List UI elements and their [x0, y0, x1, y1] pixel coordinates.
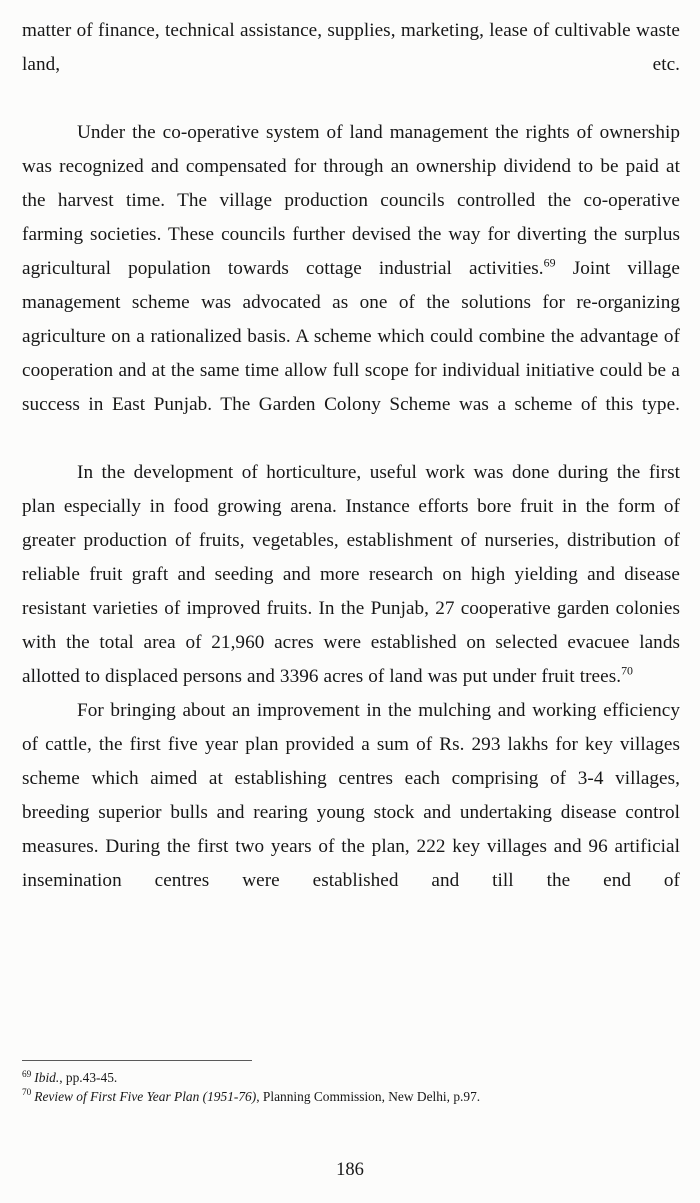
paragraph-1: [22, 14, 680, 116]
footnote-separator-rule: [22, 1060, 252, 1061]
paragraph-4-text: For bringing about an improvement in the mulching and working efficiency of cattle, the first five year plan provided a sum of Rs. 293 lakhs for key villages scheme which aimed at establishing centres each comprising of 3-4 villages, breeding superior bulls and rearing young stock and undertaking disease control measures. During the first two years of the plan, 222 key villages and 96 artificial insemination centres were established and till the end of: [22, 700, 680, 891]
footnotes-section: [22, 1060, 680, 1106]
paragraph-3: [22, 456, 680, 694]
footnote-ref-70[interactable]: 70: [621, 663, 634, 678]
footnote-ref-69[interactable]: 69: [543, 255, 556, 270]
footnote-70-title: Review of First Five Year Plan (1951-76): [34, 1088, 257, 1104]
paragraph-2-text-after-note: Joint village management scheme was advocated as one of the solutions for re-organizing agriculture on a rationalized basis. A scheme which could combine the advantage of cooperation and at the same time allow full scope for individual initiative could be a success in East Punjab. The Garden Colony Scheme was a scheme of this type.: [22, 258, 680, 415]
footnote-70-mark: 70: [22, 1088, 32, 1099]
footnote-70: [22, 1088, 680, 1107]
footnote-69: [22, 1069, 680, 1088]
paragraph-1-text: matter of finance, technical assistance, supplies, marketing, lease of cultivable waste land, etc.: [22, 20, 680, 75]
paragraph-2: [22, 116, 680, 456]
page-number: 186: [336, 1160, 364, 1180]
body-text-column: [22, 14, 680, 932]
footnote-70-detail: , Planning Commission, New Delhi, p.97.: [256, 1088, 481, 1104]
footnote-69-detail: , pp.43-45.: [59, 1070, 118, 1085]
paragraph-4: [22, 694, 680, 932]
footnote-69-mark: 69: [22, 1069, 32, 1080]
paragraph-3-text-before-note: In the development of horticulture, useful work was done during the first plan especially in food growing arena. Instance efforts bore fruit in the form of greater production of fruits, vegetables, establishment of nurseries, distribution of reliable fruit graft and seeding and more research on high yielding and disease resistant varieties of improved fruits. In the Punjab, 27 cooperative garden colonies with the total area of 21,960 acres were established on selected evacuee lands allotted to displaced persons and 3396 acres of land was put under fruit trees.: [22, 462, 680, 687]
footnote-69-title: Ibid.: [34, 1070, 60, 1085]
paragraph-2-text-before-note: Under the co-operative system of land management the rights of ownership was recognized and compensated for through an ownership dividend to be paid at the harvest time. The village production councils controlled the co-operative farming societies. These councils further devised the way for diverting the surplus agricultural population towards cottage industrial activities.: [22, 122, 680, 279]
